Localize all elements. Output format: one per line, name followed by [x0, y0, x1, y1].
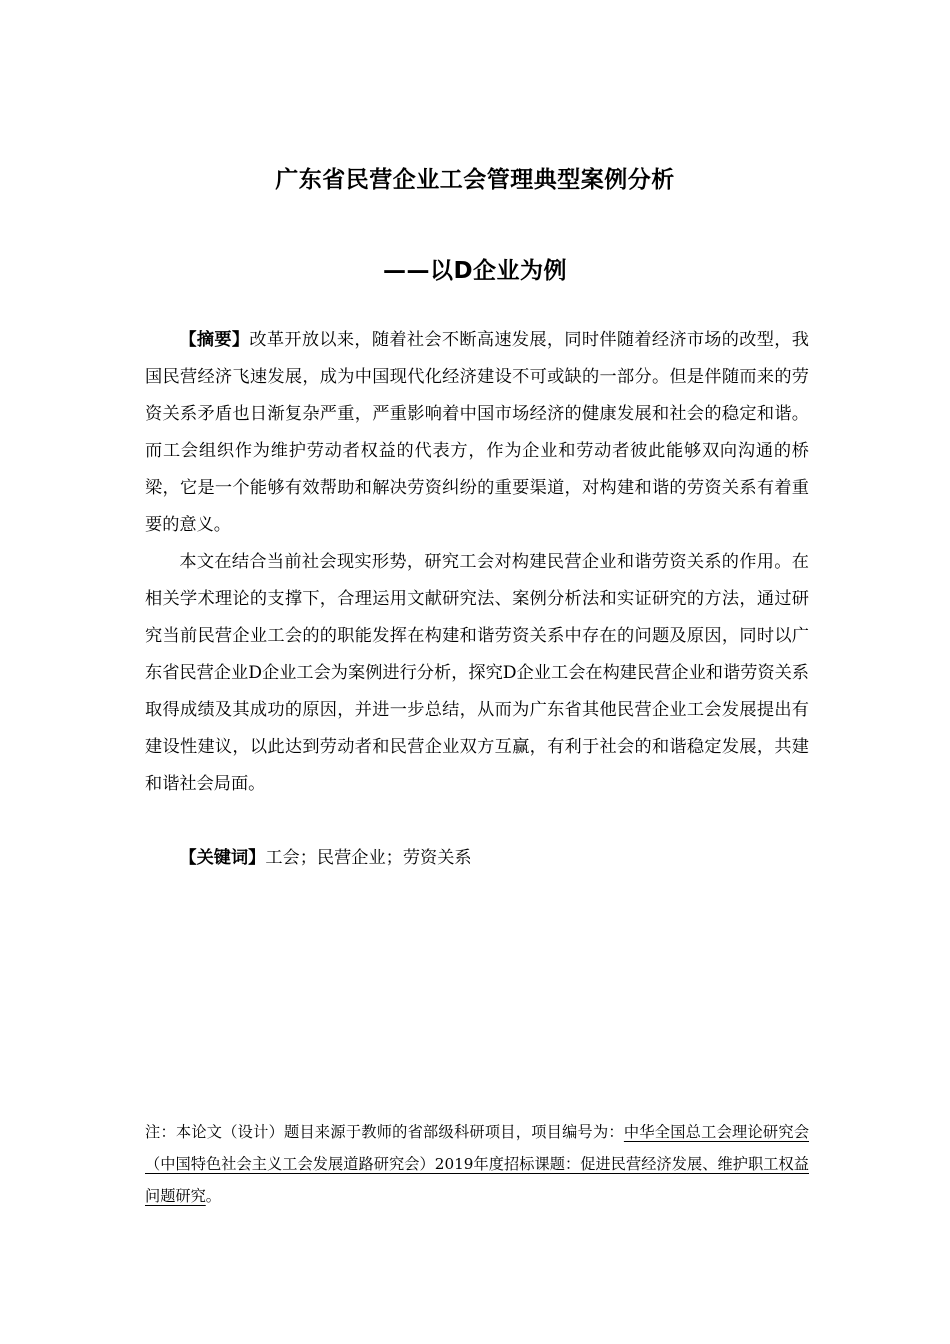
footnote-prefix: 注：本论文（设计）题目来源于教师的省部级科研项目，项目编号为： [145, 1123, 624, 1141]
footnote-project-title: 中华全国总工会理论研究会（中国特色社会主义工会发展道路研究会）2019年度招标课题：促进民营经济发展、维护职工权益问题研究 [145, 1123, 810, 1205]
footnote [145, 1116, 809, 1212]
keywords-text: 工会；民营企业；劳资关系 [265, 848, 472, 868]
keywords-label: 【关键词】 [179, 848, 266, 868]
abstract-paragraph-1 [145, 322, 809, 544]
footnote-suffix: 。 [205, 1187, 221, 1205]
abstract-label: 【摘要】 [179, 330, 250, 350]
abstract-text-1: 改革开放以来，随着社会不断高速发展，同时伴随着经济市场的改型，我国民营经济飞速发展，成为中国现代化经济建设不可或缺的一部分。但是伴随而来的劳资关系矛盾也日渐复杂严重，严重影响着中国市场经济的健康发展和社会的稳定和谐。而工会组织作为维护劳动者权益的代表方，作为企业和劳动者彼此能够双向沟通的桥梁，它是一个能够有效帮助和解决劳资纠纷的重要渠道，对构建和谐的劳资关系有着重要的意义。 [145, 330, 809, 535]
abstract-paragraph-2: 本文在结合当前社会现实形势，研究工会对构建民营企业和谐劳资关系的作用。在相关学术理论的支撑下，合理运用文献研究法、案例分析法和实证研究的方法，通过研究当前民营企业工会的的职能发挥在构建和谐劳资关系中存在的问题及原因，同时以广东省民营企业D企业工会为案例进行分析，探究D企业工会在构建民营企业和谐劳资关系取得成绩及其成功的原因，并进一步总结，从而为广东省其他民营企业工会发展提出有建设性建议，以此达到劳动者和民营企业双方互赢，有利于社会的和谐稳定发展，共建和谐社会局面。 [145, 552, 809, 794]
paper-title: 广东省民营企业工会管理典型案例分析 [275, 167, 675, 193]
abstract-section [145, 322, 809, 803]
keywords-section [145, 840, 809, 877]
paper-subtitle: ——以D企业为例 [382, 258, 568, 284]
